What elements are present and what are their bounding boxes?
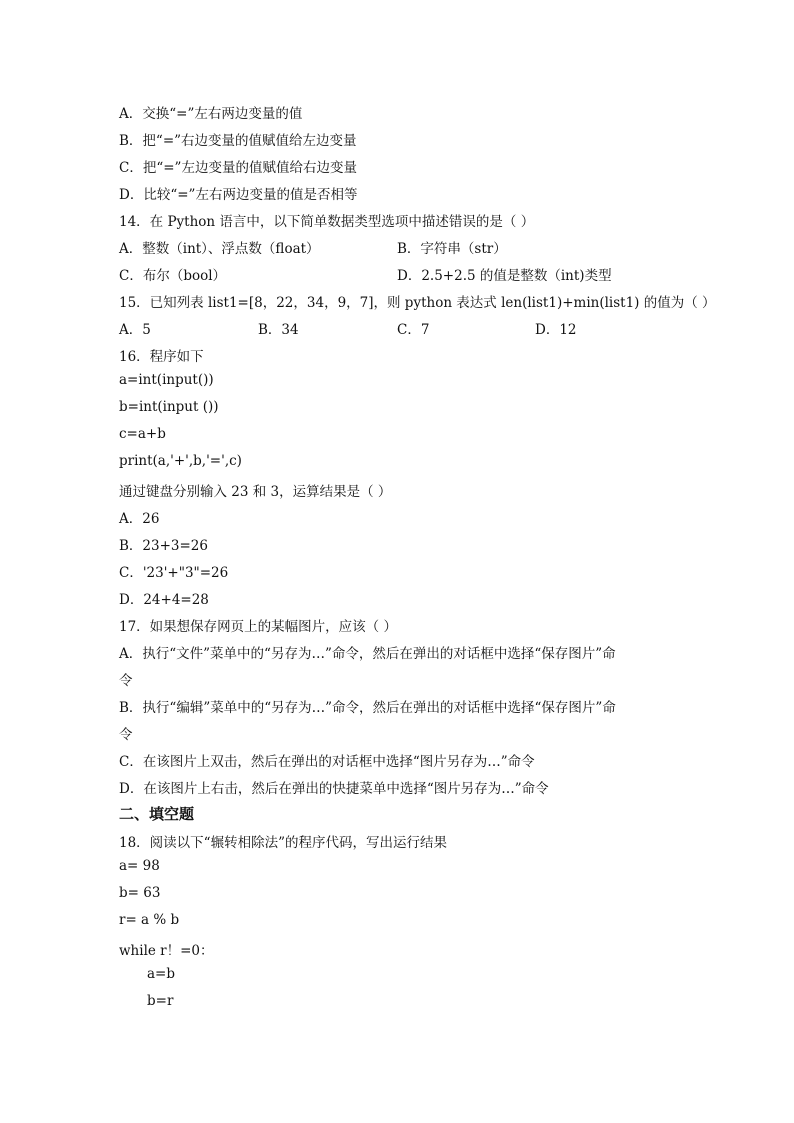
q14-option-a: A．整数（int）、浮点数（float） (119, 241, 320, 257)
q16-option-c: C．'23'+"3"=26 (119, 565, 229, 581)
q13-option-c: C．把“=”左边变量的值赋值给右边变量 (119, 160, 357, 176)
q16-stem: 16．程序如下 (119, 349, 204, 365)
q14-option-d: D．2.5+2.5 的值是整数（int)类型 (397, 268, 612, 284)
q17-option-a: A．执行“文件”菜单中的“另存为…”命令，然后在弹出的对话框中选择“保存图片”命 (119, 646, 616, 662)
q16-option-b: B．23+3=26 (119, 538, 208, 554)
q16-question: 通过键盘分别输入 23 和 3，运算结果是（ ） (119, 484, 392, 500)
q15-option-c: C．7 (397, 322, 430, 338)
q14-option-c: C．布尔（bool） (119, 268, 227, 284)
q18-code-line: b= 63 (119, 885, 161, 901)
q18-code-line: r= a % b (119, 912, 180, 928)
q17-option-b-cont: 令 (119, 727, 133, 743)
q16-code-line: a=int(input()) (119, 372, 214, 388)
q15-option-b: B．34 (258, 322, 299, 338)
q16-option-d: D．24+4=28 (119, 592, 209, 608)
q16-code-line: c=a+b (119, 426, 166, 442)
q16-code-line: print(a,'+',b,'=',c) (119, 453, 242, 469)
q16-code-line: b=int(input ()) (119, 399, 219, 415)
q14-stem: 14．在 Python 语言中，以下简单数据类型选项中描述错误的是（ ） (119, 214, 535, 230)
q17-option-a-cont: 令 (119, 673, 133, 689)
q15-option-a: A．5 (119, 322, 151, 338)
q13-option-a: A．交换“=”左右两边变量的值 (119, 106, 303, 122)
q18-code-line: a= 98 (119, 858, 160, 874)
q18-code-line: while r！=0： (119, 943, 214, 959)
q17-option-b: B．执行“编辑”菜单中的“另存为…”命令，然后在弹出的对话框中选择“保存图片”命 (119, 700, 616, 716)
q13-option-d: D．比较“=”左右两边变量的值是否相等 (119, 187, 358, 203)
q18-code-line: a=b (147, 966, 176, 982)
q16-option-a: A．26 (119, 511, 160, 527)
q13-option-b: B．把“=”右边变量的值赋值给左边变量 (119, 133, 357, 149)
q18-code-line: b=r (147, 993, 174, 1009)
q14-option-b: B．字符串（str） (397, 241, 507, 257)
q15-stem: 15．已知列表 list1=[8，22，34，9，7]，则 python 表达式 len(list1)+min(list1) 的值为（ ） (119, 295, 716, 311)
q17-option-d: D．在该图片上右击，然后在弹出的快捷菜单中选择“图片另存为…”命令 (119, 781, 549, 797)
q17-option-c: C．在该图片上双击，然后在弹出的对话框中选择“图片另存为…”命令 (119, 754, 535, 770)
section-heading: 二、填空题 (119, 805, 195, 823)
q17-stem: 17．如果想保存网页上的某幅图片，应该（ ） (119, 619, 397, 635)
q18-stem: 18．阅读以下“辗转相除法”的程序代码，写出运行结果 (119, 835, 447, 851)
q15-option-d: D．12 (535, 322, 577, 338)
